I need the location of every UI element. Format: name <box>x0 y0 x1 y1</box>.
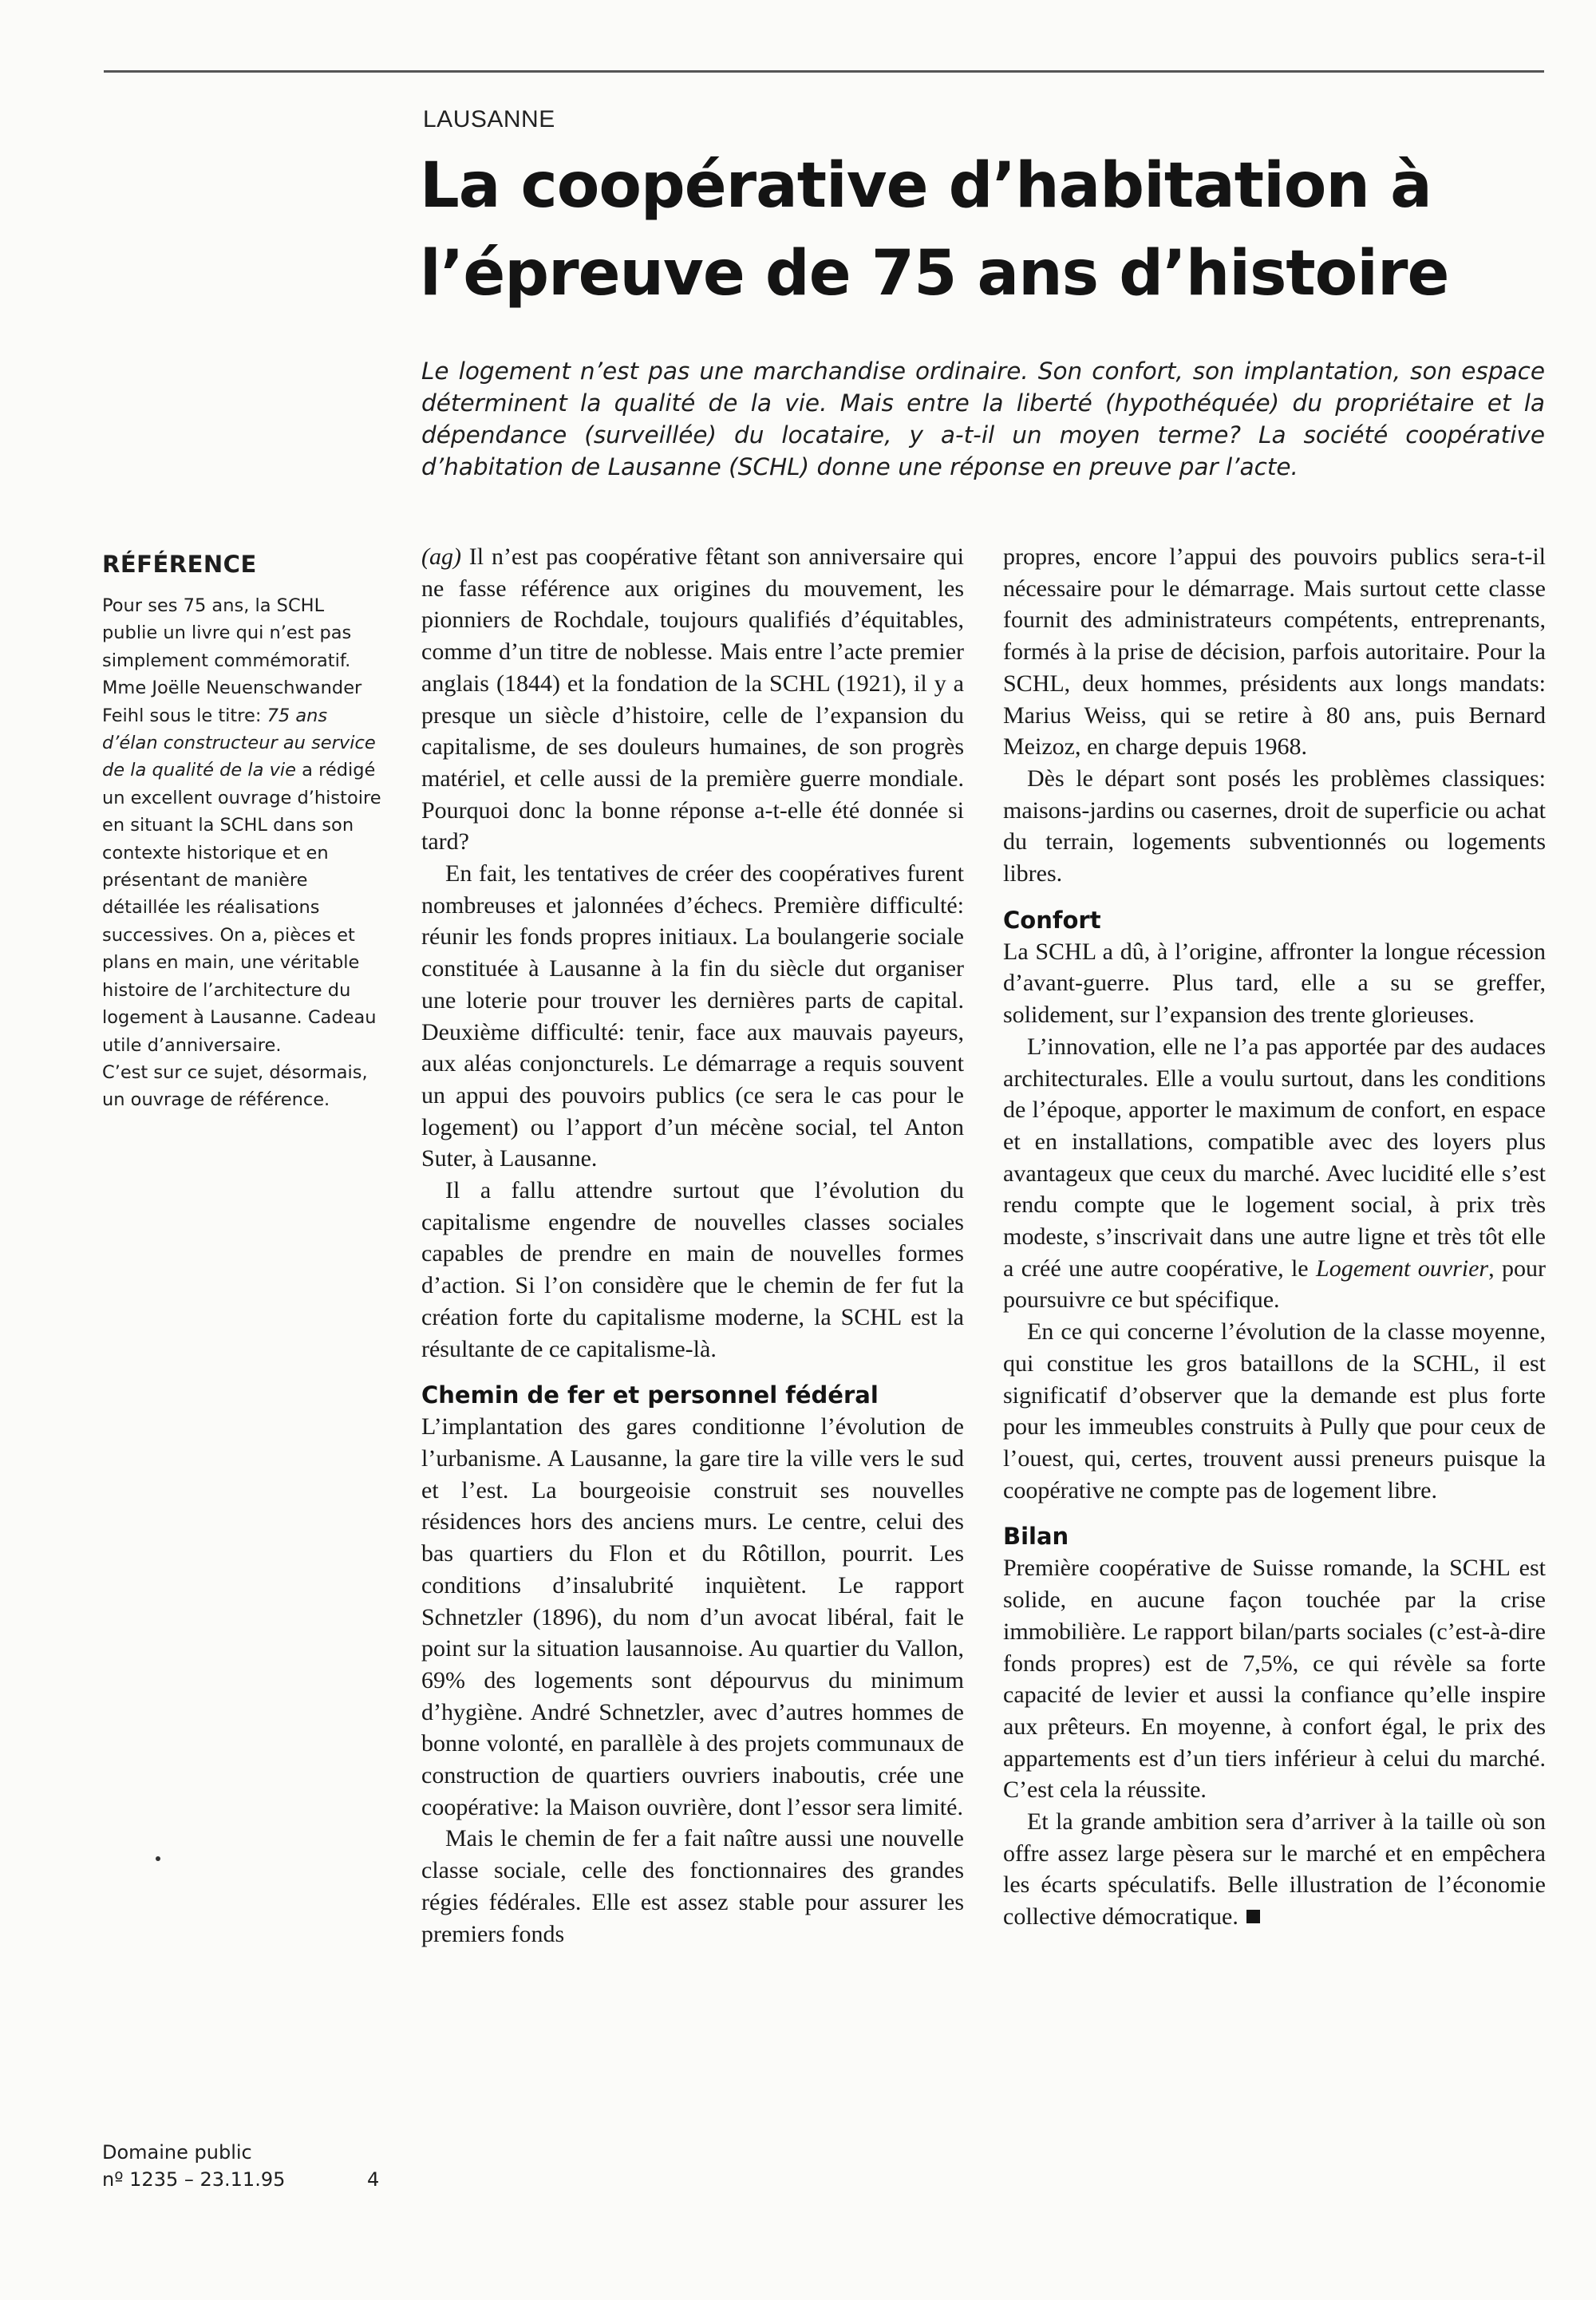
publication-name: Domaine public <box>102 2141 252 2164</box>
top-rule <box>104 70 1544 73</box>
sidebar-text-end: C’est sur ce sujet, désormais, un ouvrage de référence. <box>102 1061 368 1111</box>
paragraph: L’implantation des gares conditionne l’évolution de l’urbanisme. A Lausanne, la gare tire la ville vers le sud et l’est. La bourgeoisie construit ses nouvelles résidences hors des anciens murs. Le centre, celui des bas quartiers du Flon et du Rôtillon, pourrit. Les conditions d’insalubrité inquiètent. Le rapport Schnetzler (1896), du nom d’un avocat libéral, fait le point sur la situation lausannoise. Au quartier du Vallon, 69% des logements sont dépourvus du minimum d’hygiène. André Schnetzler, avec d’autres hommes de bonne volonté, en parallèle à des projets communaux de construction de quartiers ouvriers inaboutis, crée une coopérative: la Maison ouvrière, dont l’essor sera limité. <box>421 1413 964 1820</box>
paragraph: En ce qui concerne l’évolution de la classe moyenne, qui constitue les gros bataillons de la SCHL, il est significatif d’observer que la demande est plus forte pour les immeubles construits à Pully que pour ceux de l’ouest, qui, certes, trouvent aussi preneurs puisque la coopérative ne compte pas de logement libre. <box>1003 1318 1546 1504</box>
paragraph: L’innovation, elle ne l’a pas apportée par des audaces architecturales. Elle a voulu surtout, dans les conditions de l’époque, apporter le maximum de confort, en espace et en installations, compatible avec des loyers plus avantageux que ceux du marché. Avec lucidité elle s’est rendu compte que le logement social, à prix très modeste, s’inscrivait dans une autre ligne et très tôt elle a créé une autre coopérative, le Logement ouvrier, pour poursuivre ce but spécifique. <box>1003 1033 1546 1314</box>
book-title: 75 ans d’élan constructeur au service de la qualité de la vie <box>102 705 376 781</box>
paragraph: propres, encore l’appui des pouvoirs publics sera-t-il nécessaire pour le démarrage. Mais surtout cette classe fournit des administrateurs compétents, entreprenants, formés à la prise de décision, parfois autoritaire. Pour la SCHL, deux hommes, présidents aux longs mandats: Marius Weiss, qui se retire à 80 ans, puis Bernard Meizoz, en charge depuis 1968. <box>1003 543 1546 761</box>
sidebar-heading: RÉFÉRENCE <box>102 551 257 578</box>
issue-number: nº 1235 – 23.11.95 <box>102 2168 286 2191</box>
subheading-chemin-de-fer: Chemin de fer et personnel fédéral <box>421 1381 879 1409</box>
title-line-1: La coopérative d’habitation à <box>420 150 1432 222</box>
author-signature: (ag) <box>421 543 461 570</box>
emphasis-logement-ouvrier: Logement ouvrier <box>1316 1255 1489 1282</box>
paragraph: En fait, les tentatives de créer des coopératives furent nombreuses et jalonnées d’échecs. Première difficulté: réunir les fonds propres initiaux. La boulangerie sociale constituée à Lausanne à la fin du siècle dut organiser une loterie pour trouver les dernières parts de capital. Deuxième difficulté: tenir, face aux mauvais payeurs, aux aléas conjoncturels. Le démarrage a requis souvent un appui des pouvoirs publics (ce sera le cas pour le logement) ou l’apport d’un mécène social, tel Anton Suter, à Lausanne. <box>421 860 964 1172</box>
subheading-confort: Confort <box>1003 906 1101 934</box>
article-column-2 <box>1003 541 1546 1933</box>
reference-sidebar <box>102 551 381 1114</box>
title-line-2: l’épreuve de 75 ans d’histoire <box>420 238 1449 310</box>
paragraph: Et la grande ambition sera d’arriver à la taille où son offre assez large pèsera sur le marché et en empêchera les écarts spéculatifs. Belle illustration de l’économie collective démocratique. <box>1003 1808 1546 1930</box>
paragraph: Il a fallu attendre surtout que l’évolution du capitalisme engendre de nouvelles classes sociales capables de prendre en main de nouvelles formes d’action. Si l’on considère que le chemin de fer fut la création forte du capitalisme moderne, la SCHL est la résultante de ce capitalisme-là. <box>421 1177 964 1362</box>
kicker: LAUSANNE <box>423 106 555 132</box>
paragraph: (ag) Il n’est pas coopérative fêtant son anniversaire qui ne fasse référence aux origines du mouvement, les pionniers de Rochdale, toujours qualifiés d’équitables, comme d’un titre de noblesse. Mais entre l’acte premier anglais (1844) et la fondation de la SCHL (1921), il y a presque un siècle d’histoire, celle de l’expansion du capitalisme, de ses douleurs humaines, de son progrès matériel, et celle aussi de la première guerre mondiale. Pourquoi donc la bonne réponse a-t-elle été donnée si tard? <box>421 543 964 856</box>
paragraph: Première coopérative de Suisse romande, la SCHL est solide, en aucune façon touchée par la crise immobilière. Le rapport bilan/parts sociales (c’est-à-dire fonds propres) est de 7,5%, ce qui révèle sa forte capacité de levier et aussi la confiance qu’elle inspire aux prêteurs. En moyenne, à confort égal, le prix des appartements est d’un tiers inférieur à celui du marché. C’est cela la réussite. <box>1003 1555 1546 1804</box>
paragraph: La SCHL a dû, à l’origine, affronter la longue récession d’avant-guerre. Plus tard, elle a su se greffer, solidement, sur l’expansion des trente glorieuses. <box>1003 938 1546 1029</box>
article-column-1 <box>421 541 964 1950</box>
print-speck <box>156 1856 160 1861</box>
footer <box>102 2139 389 2193</box>
lede: Le logement n’est pas une marchandise ordinaire. Son confort, son implantation, son espace déterminent la qualité de la vie. Mais entre la liberté (hypothéquée) du propriétaire et la dépendance (surveillée) du locataire, y a-t-il un moyen terme? La société coopérative d’habitation de Lausanne (SCHL) donne une réponse en preuve par l’acte. <box>421 358 1545 480</box>
sidebar-text: Pour ses 75 ans, la SCHL publie un livre qui n’est pas simplement commémoratif. Mme Joëlle Neuenschwander Feihl sous le titre: 75 ans d’élan constructeur au service de la qualité de la vie a rédigé un excellent ouvrage d’histoire en situant la SCHL dans son contexte historique et en présentant de manière détaillée les réalisations successives. On a, pièces et plans en main, une véritable histoire de l’architecture du logement à Lausanne. Cadeau utile d’anniversaire. <box>102 595 381 1056</box>
paragraph: Mais le chemin de fer a fait naître aussi une nouvelle classe sociale, celle des fonctionnaires des grandes régies fédérales. Elle est assez stable pour assurer les premiers fonds <box>421 1825 964 1947</box>
subheading-bilan: Bilan <box>1003 1523 1069 1551</box>
paragraph: Dès le départ sont posés les problèmes classiques: maisons-jardins ou casernes, droit de superficie ou achat du terrain, logements subventionnés ou logements libres. <box>1003 765 1546 887</box>
page-title <box>420 142 1553 318</box>
end-mark <box>1246 1910 1260 1923</box>
page-number: 4 <box>367 2168 380 2191</box>
